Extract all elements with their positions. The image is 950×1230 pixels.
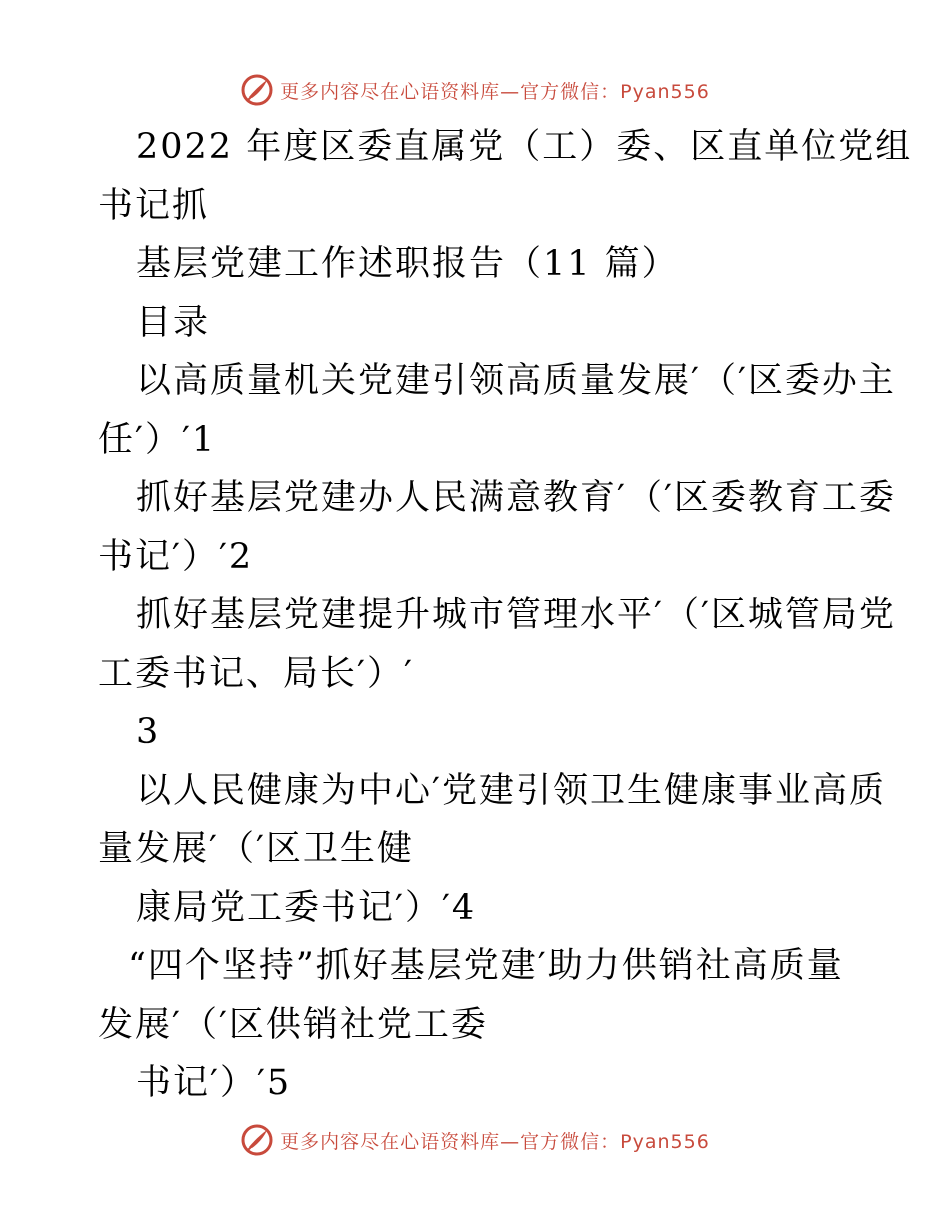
- toc-entry-1-line-2: 任′）′1: [98, 419, 217, 460]
- toc-entry-3-line-1: 抓好基层党建提升城市管理水平′（′区城管局党: [136, 595, 896, 635]
- toc-entry-2-line-2: 书记′）′2: [98, 536, 254, 577]
- banner-text: 更多内容尽在心语资料库—官方微信：Pyan556: [280, 80, 710, 103]
- toc-heading: 目录: [136, 302, 211, 343]
- document-body: [98, 118, 913, 1113]
- toc-entry-5-line-1: “四个坚持”抓好基层党建′助力供销社高质量: [128, 946, 844, 986]
- toc-entry-1-line-1: 以高质量机关党建引领高质量发展′（′区委办主: [136, 361, 896, 401]
- toc-entry-5-line-3: 书记′）′5: [136, 1063, 292, 1103]
- feather-logo-icon: [240, 1123, 274, 1157]
- banner-text: 更多内容尽在心语资料库—官方微信：Pyan556: [280, 1130, 710, 1153]
- toc-entry-3-line-3: 3: [136, 712, 161, 752]
- footer-banner: [0, 1120, 950, 1160]
- document-title-line-2: 书记抓: [98, 185, 210, 226]
- document-title-line-1: 2022 年度区委直属党（工）委、区直单位党组: [136, 127, 913, 167]
- toc-entry-5-line-2: 发展′（′区供销社党工委: [98, 1004, 488, 1045]
- toc-entry-2-line-1: 抓好基层党建办人民满意教育′（′区委教育工委: [136, 478, 896, 518]
- toc-entry-3-line-2: 工委书记、局长′）′: [98, 653, 414, 694]
- document-title-line-3: 基层党建工作述职报告（11 篇）: [136, 244, 679, 284]
- toc-entry-4-line-2: 量发展′（′区卫生健: [98, 829, 414, 869]
- toc-entry-4-line-1: 以人民健康为中心′党建引领卫生健康事业高质: [136, 770, 886, 811]
- header-banner: [0, 70, 950, 110]
- toc-entry-4-line-3: 康局党工委书记′）′4: [136, 887, 477, 928]
- feather-logo-icon: [240, 73, 274, 107]
